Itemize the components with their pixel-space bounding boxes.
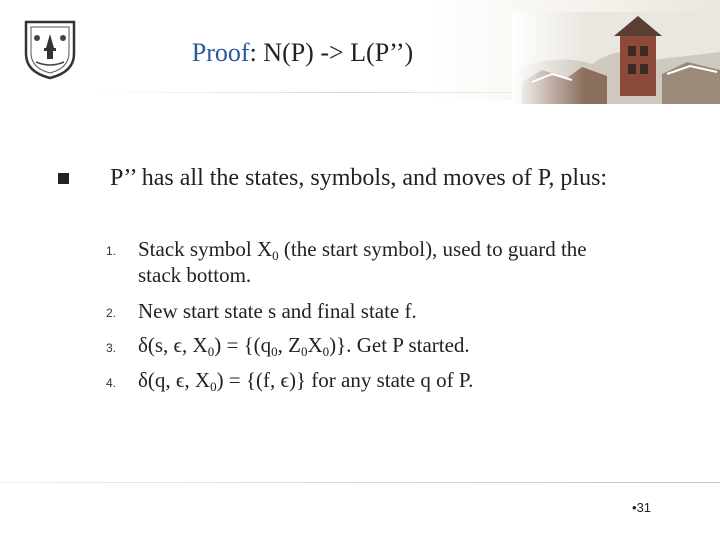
slide-title: [0, 38, 605, 68]
list-item: [138, 367, 698, 393]
item-text: stack bottom.: [138, 263, 252, 287]
item-text: δ(s, ϵ, X: [138, 333, 208, 357]
item-text: X: [307, 333, 323, 357]
title-keyword: Proof: [191, 38, 250, 67]
list-item: [138, 332, 698, 358]
list-item: [138, 236, 698, 288]
item-number: 4.: [105, 376, 116, 390]
item-text: , Z: [277, 333, 301, 357]
item-text: ) = {(f, ϵ)} for any state q of P.: [216, 368, 474, 392]
item-number: 2.: [105, 306, 116, 320]
item-text: )}. Get P started.: [329, 333, 470, 357]
page-number-value: 31: [636, 500, 652, 515]
subscript: 0: [271, 344, 278, 359]
page-bullet: •: [632, 500, 637, 515]
subscript: 0: [210, 379, 217, 394]
title-text: : N(P) -> L(P’’): [249, 38, 414, 67]
footer-divider: [0, 482, 720, 483]
list-item: New start state s and final state f.: [138, 299, 417, 323]
item-number: 1.: [105, 244, 116, 258]
item-text: Stack symbol X: [138, 237, 273, 261]
item-number: 3.: [105, 341, 116, 355]
subscript: 0: [272, 248, 279, 263]
main-bullet-text: P’’ has all the states, symbols, and moves of P, plus:: [110, 165, 608, 191]
page-number: [632, 500, 651, 515]
item-text: ) = {(q: [214, 333, 272, 357]
subscript: 0: [322, 344, 330, 359]
subscript: 0: [207, 344, 215, 359]
square-bullet-icon: [58, 173, 69, 184]
item-text: δ(q, ϵ, X: [138, 368, 211, 392]
item-text: (the start symbol), used to guard the: [278, 237, 587, 261]
subscript: 0: [300, 344, 308, 359]
